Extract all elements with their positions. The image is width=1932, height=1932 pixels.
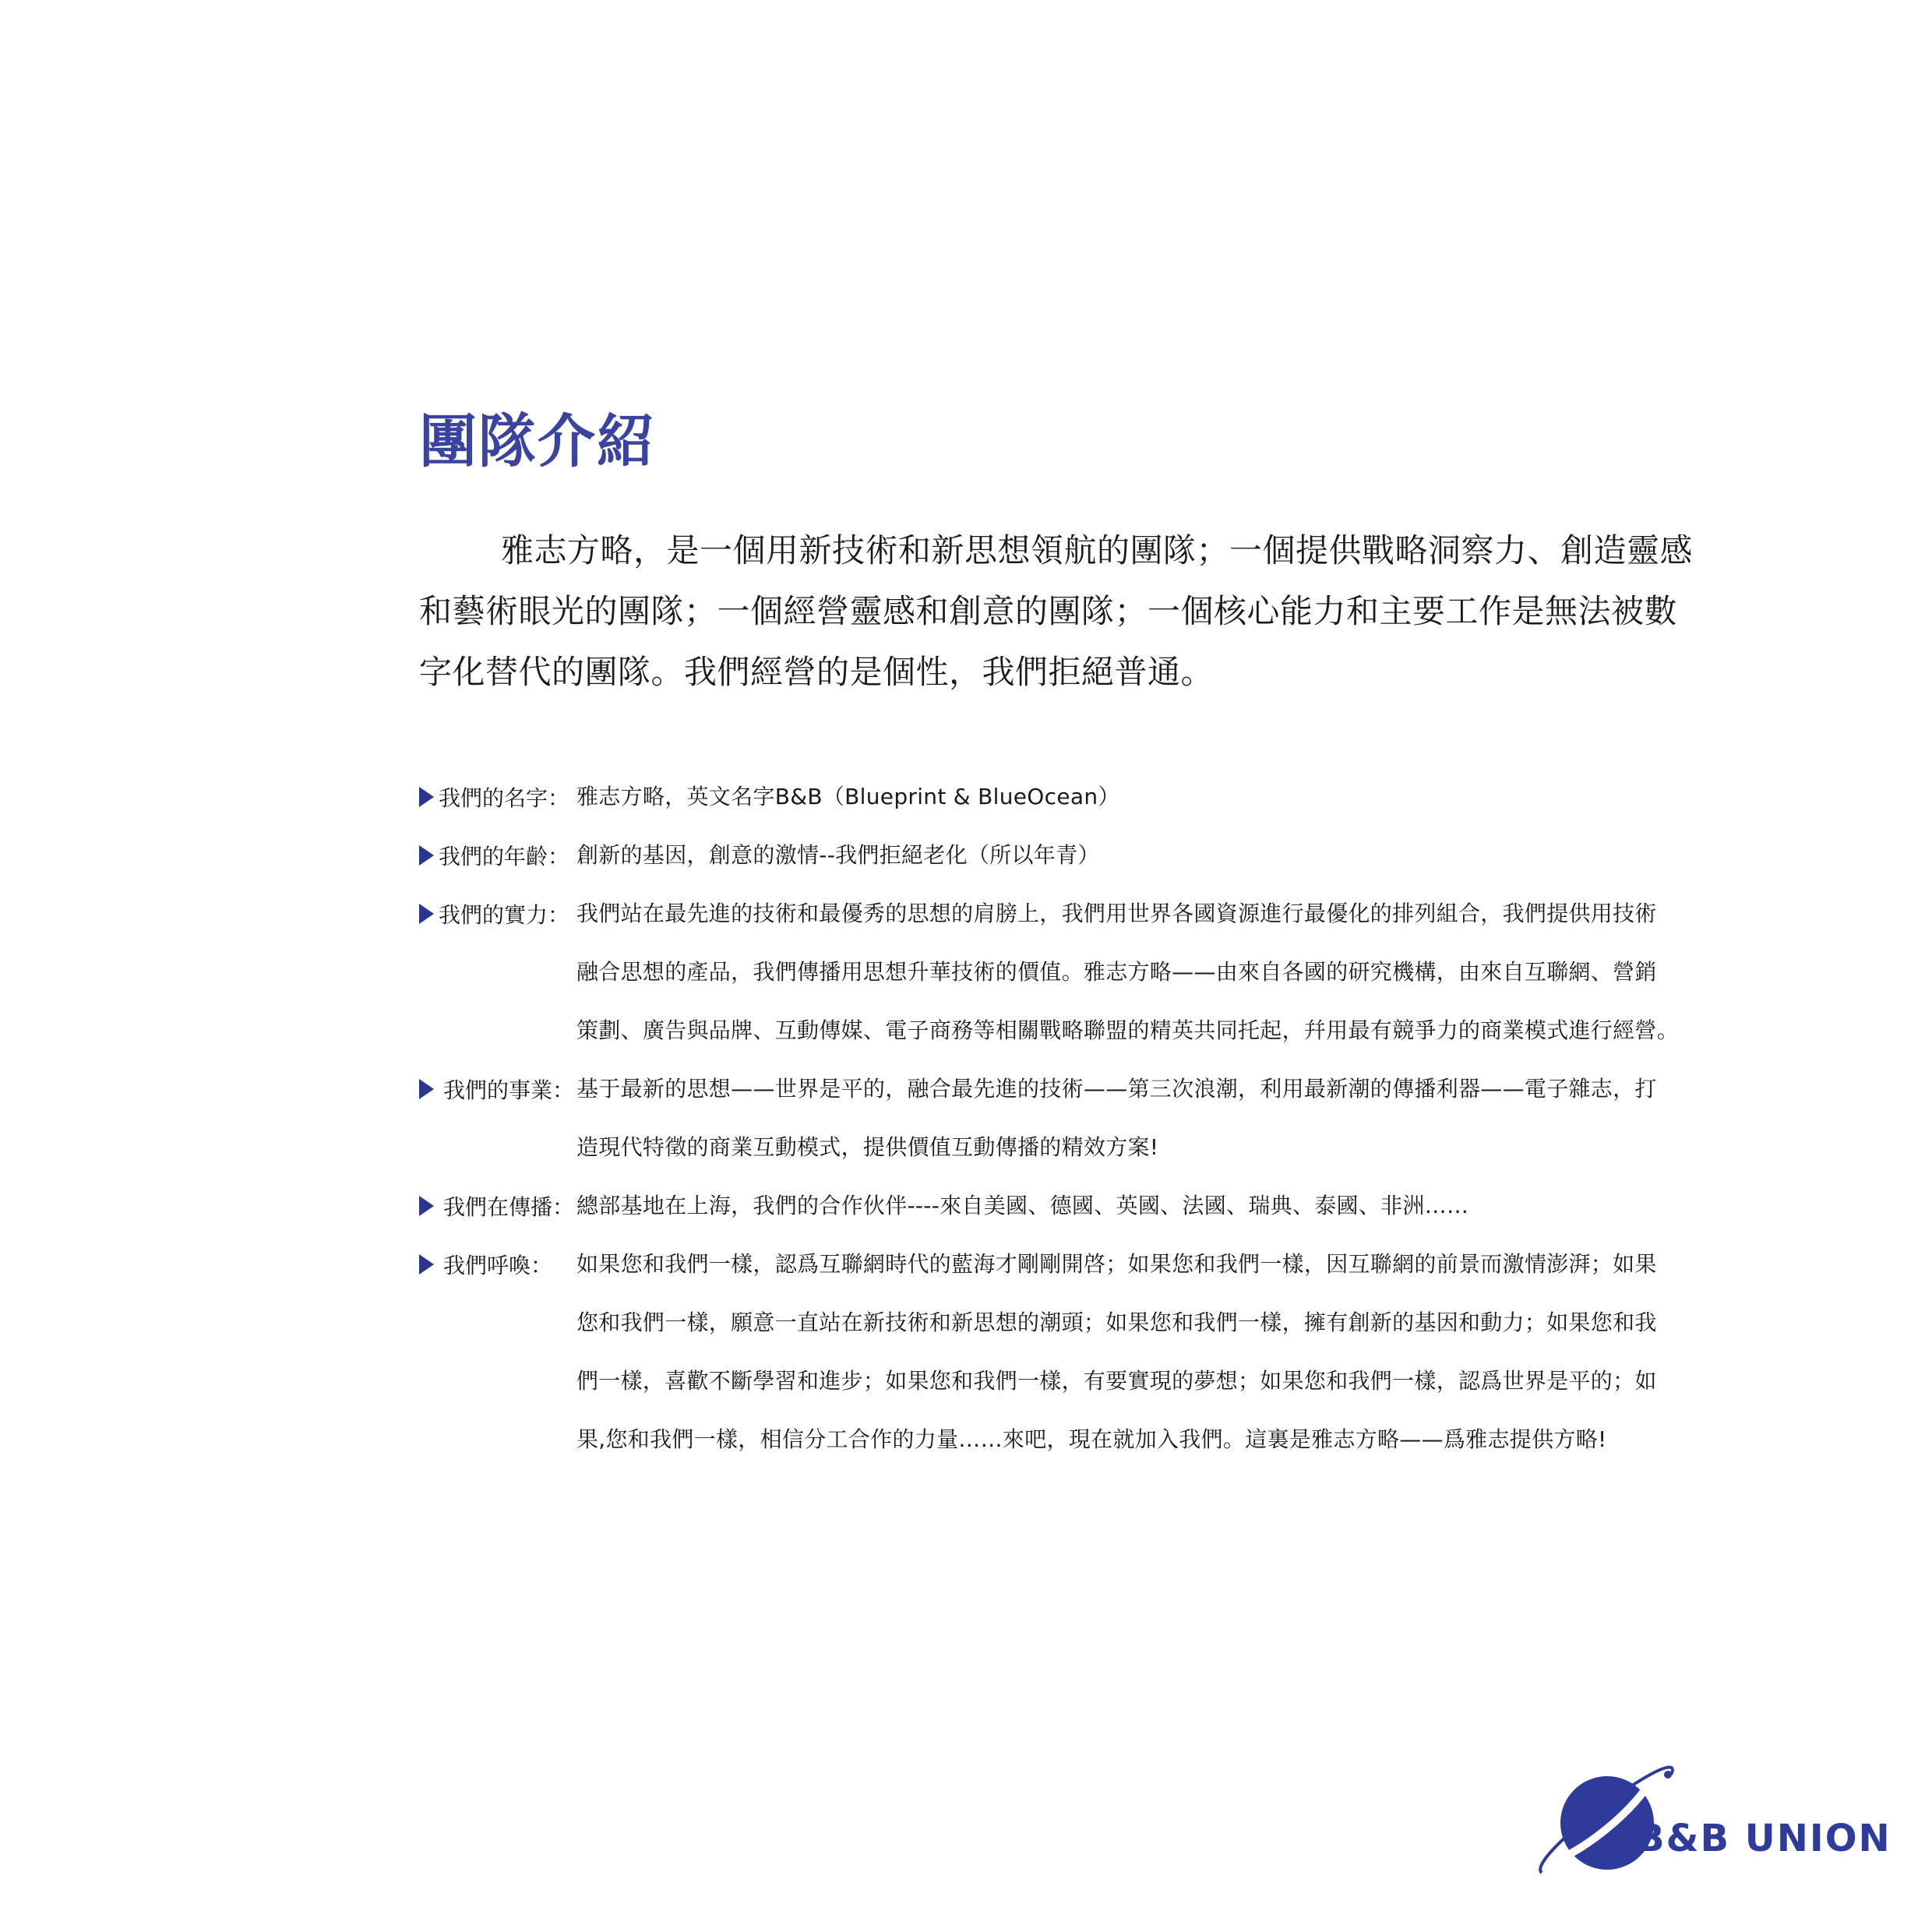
item-head xyxy=(419,1176,576,1235)
item-label: 我們的名字： xyxy=(439,784,570,811)
item-head xyxy=(419,826,576,884)
item-body xyxy=(576,1059,1728,1176)
item-line: 果,您和我們一樣，相信分工合作的力量……來吧，現在就加入我們。這裏是雅志方略——爲雅志提供方略! xyxy=(576,1426,1607,1452)
triangle-bullet-icon xyxy=(419,1079,434,1099)
triangle-bullet-icon xyxy=(419,1196,434,1216)
list-item-spreading xyxy=(419,1176,1728,1235)
item-line: 您和我們一樣，願意一直站在新技術和新思想的潮頭；如果您和我們一樣，擁有創新的基因和動力；如果您和我 xyxy=(576,1310,1657,1335)
item-line: 造現代特徵的商業互動模式，提供價值互動傳播的精效方案! xyxy=(576,1134,1159,1160)
logo-wordmark: B&B UNION xyxy=(1636,1817,1891,1860)
item-head xyxy=(419,884,576,943)
item-label: 我們的實力： xyxy=(439,901,570,928)
item-body xyxy=(576,1176,1728,1235)
item-head xyxy=(419,1059,576,1118)
list-item-business xyxy=(419,1059,1728,1176)
item-body xyxy=(576,826,1728,884)
triangle-bullet-icon xyxy=(419,1254,434,1274)
list-item-name xyxy=(419,767,1728,826)
item-line: 雅志方略，英文名字B&B（Blueprint & BlueOcean） xyxy=(576,784,1120,809)
item-body xyxy=(576,1235,1728,1468)
item-line: 們一樣，喜歡不斷學習和進步；如果您和我們一樣，有要實現的夢想；如果您和我們一樣，認爲世界是平的；如 xyxy=(576,1368,1657,1394)
item-line: 策劃、廣告與品牌、互動傳媒、電子商務等相關戰略聯盟的精英共同托起，幷用最有競爭力的商業模式進行經營。 xyxy=(576,1017,1680,1043)
page-title: 團隊介紹 xyxy=(419,408,656,475)
item-line: 如果您和我們一樣，認爲互聯網時代的藍海才剛剛開啓；如果您和我們一樣，因互聯網的前景而激情澎湃；如果 xyxy=(576,1251,1657,1277)
item-body xyxy=(576,884,1728,1059)
intro-paragraph: 雅志方略，是一個用新技術和新思想領航的團隊；一個提供戰略洞察力、創造靈感和藝術眼光的團隊；一個經營靈感和創意的團隊；一個核心能力和主要工作是無法被數字化替代的團隊。我們經營的是個性，我們拒絕普通。 xyxy=(419,531,1694,691)
item-head xyxy=(419,767,576,826)
item-line: 創新的基因，創意的激情--我們拒絕老化（所以年青） xyxy=(576,842,1100,868)
info-list xyxy=(419,767,1728,1468)
triangle-bullet-icon xyxy=(419,787,434,807)
item-line: 融合思想的產品，我們傳播用思想升華技術的價值。雅志方略——由來自各國的研究機構，由來自互聯網、營銷 xyxy=(576,959,1657,985)
item-head xyxy=(419,1235,576,1293)
item-label: 我們的年齡： xyxy=(439,843,570,869)
item-label: 我們在傳播： xyxy=(443,1193,575,1220)
item-body xyxy=(576,767,1728,826)
item-line: 我們站在最先進的技術和最優秀的思想的肩膀上，我們用世界各國資源進行最優化的排列組合，我們提供用技術 xyxy=(576,901,1657,926)
item-line: 總部基地在上海，我們的合作伙伴----來自美國、德國、英國、法國、瑞典、泰國、非洲…… xyxy=(576,1193,1469,1218)
item-label: 我們呼喚： xyxy=(443,1252,553,1278)
triangle-bullet-icon xyxy=(419,845,434,866)
triangle-bullet-icon xyxy=(419,904,434,924)
list-item-strength xyxy=(419,884,1728,1059)
item-label: 我們的事業： xyxy=(443,1077,575,1103)
list-item-call xyxy=(419,1235,1728,1468)
item-line: 基于最新的思想——世界是平的，融合最先進的技術——第三次浪潮，利用最新潮的傳播利器——電子雜志，打 xyxy=(576,1076,1657,1102)
list-item-age xyxy=(419,826,1728,884)
